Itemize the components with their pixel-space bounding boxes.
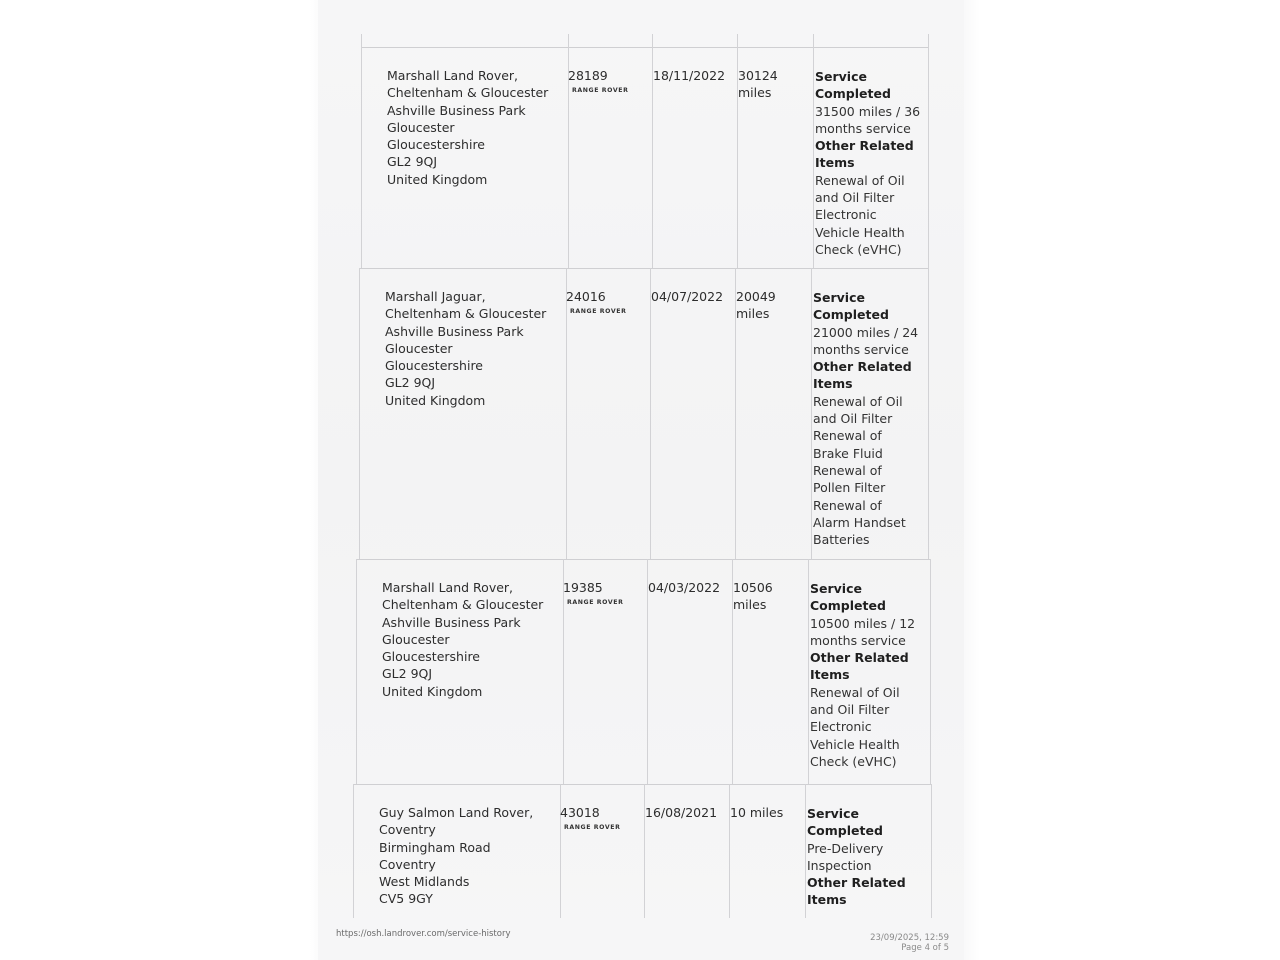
other-items-text: Renewal of Oil — [810, 684, 900, 700]
address-line: Cheltenham & Gloucester — [387, 85, 549, 101]
column-divider — [931, 784, 932, 918]
address-line: GL2 9QJ — [382, 666, 433, 682]
mileage — [738, 67, 808, 102]
address-line: GL2 9QJ — [387, 154, 438, 170]
column-divider — [928, 268, 929, 559]
address-line: Ashville Business Park — [385, 323, 524, 339]
footer-page-number: Page 4 of 5 — [901, 943, 949, 953]
service-text: Inspection — [807, 857, 872, 873]
column-divider — [356, 559, 357, 784]
other-items-heading: Other Related — [810, 650, 909, 666]
column-divider — [930, 559, 931, 784]
other-items-text: Alarm Handset — [813, 514, 906, 530]
range-rover-logo: RANGE ROVER — [572, 87, 629, 94]
mileage-line: miles — [736, 306, 770, 322]
service-text: months service — [815, 120, 911, 136]
address-line: Cheltenham & Gloucester — [382, 597, 544, 613]
address-line: Gloucester — [382, 631, 450, 647]
dealer-address — [379, 804, 559, 908]
service-text: 31500 miles / 36 — [815, 103, 921, 119]
other-items-text: Vehicle Health — [810, 736, 900, 752]
address-line: Ashville Business Park — [387, 102, 526, 118]
other-items-text: Renewal of Oil — [813, 393, 903, 409]
other-items-text: Renewal of Oil — [815, 172, 905, 188]
range-rover-logo: RANGE ROVER — [567, 599, 624, 606]
other-items-heading: Other Related — [815, 138, 914, 154]
other-items-text: Pollen Filter — [813, 480, 886, 496]
other-items-text: Check (eVHC) — [810, 753, 897, 769]
service-date: 04/03/2022 — [648, 580, 721, 595]
service-details — [810, 580, 920, 770]
mileage-line: miles — [733, 597, 767, 613]
column-divider — [361, 34, 362, 268]
address-line: Gloucestershire — [382, 649, 480, 665]
mileage-line: 20049 — [736, 289, 776, 304]
other-items-text: Renewal of — [813, 497, 882, 513]
address-line: Coventry — [379, 822, 436, 838]
mileage-line: miles — [738, 85, 772, 101]
address-line: Coventry — [379, 856, 436, 872]
address-line: United Kingdom — [385, 392, 486, 408]
service-date: 18/11/2022 — [653, 68, 726, 83]
footer-info — [870, 933, 949, 953]
other-items-heading: Items — [815, 155, 855, 171]
column-divider — [353, 784, 354, 918]
address-line: Marshall Land Rover, — [382, 580, 514, 595]
other-items-text: Check (eVHC) — [815, 241, 902, 257]
column-divider — [808, 559, 809, 784]
service-text: Pre-Delivery — [807, 840, 884, 856]
address-line: Gloucester — [385, 340, 453, 356]
address-line: Birmingham Road — [379, 839, 491, 855]
address-line: United Kingdom — [382, 683, 483, 699]
address-line: Guy Salmon Land Rover, — [379, 805, 534, 820]
service-text: 21000 miles / 24 — [813, 324, 919, 340]
address-line: CV5 9GY — [379, 891, 433, 907]
address-line: Marshall Land Rover, — [387, 68, 519, 83]
mileage-line: 10506 — [733, 580, 773, 595]
other-items-text: Vehicle Health — [815, 224, 905, 240]
mileage — [733, 579, 803, 614]
other-items-text: Electronic — [810, 719, 872, 735]
service-details — [815, 68, 925, 258]
range-rover-logo: RANGE ROVER — [570, 308, 627, 315]
other-items-text: Batteries — [813, 532, 870, 548]
service-date: 04/07/2022 — [651, 289, 724, 304]
column-divider — [928, 34, 929, 268]
service-heading: Service — [813, 290, 865, 305]
column-divider — [805, 784, 806, 918]
address-line: United Kingdom — [387, 171, 488, 187]
other-items-text: and Oil Filter — [810, 702, 890, 718]
mileage — [736, 288, 806, 323]
mileage-line: 10 miles — [730, 805, 784, 820]
service-text: months service — [813, 341, 909, 357]
other-items-heading: Items — [810, 667, 850, 683]
retailer-number: 43018 — [560, 805, 600, 820]
other-items-heading: Items — [813, 376, 853, 392]
other-items-heading: Other Related — [807, 875, 906, 891]
service-details — [813, 289, 923, 548]
other-items-heading: Items — [807, 892, 847, 908]
service-text: 10500 miles / 12 — [810, 615, 916, 631]
service-heading: Completed — [810, 598, 886, 614]
retailer-number: 28189 — [568, 68, 608, 83]
footer-url[interactable]: https://osh.landrover.com/service-history — [336, 929, 511, 939]
other-items-text: and Oil Filter — [815, 190, 895, 206]
column-divider — [566, 268, 567, 559]
footer-timestamp: 23/09/2025, 12:59 — [870, 933, 949, 943]
column-divider — [811, 268, 812, 559]
service-heading: Service — [810, 581, 862, 596]
service-details — [807, 805, 917, 909]
address-line: West Midlands — [379, 874, 470, 890]
service-heading: Completed — [813, 307, 889, 323]
other-items-text: and Oil Filter — [813, 411, 893, 427]
address-line: Gloucestershire — [387, 137, 485, 153]
service-heading: Completed — [815, 86, 891, 102]
address-line: Marshall Jaguar, — [385, 289, 486, 304]
dealer-address — [387, 67, 567, 188]
other-items-text: Renewal of — [813, 428, 882, 444]
dealer-address — [382, 579, 562, 700]
address-line: Ashville Business Park — [382, 614, 521, 630]
range-rover-logo: RANGE ROVER — [564, 824, 621, 831]
address-line: Gloucester — [387, 119, 455, 135]
retailer-number: 19385 — [563, 580, 603, 595]
retailer-number: 24016 — [566, 289, 606, 304]
column-divider — [813, 34, 814, 268]
address-line: Cheltenham & Gloucester — [385, 306, 547, 322]
other-items-text: Electronic — [815, 207, 877, 223]
service-heading: Service — [815, 69, 867, 84]
service-date: 16/08/2021 — [645, 805, 718, 820]
other-items-text: Brake Fluid — [813, 445, 883, 461]
mileage-line: 30124 — [738, 68, 778, 83]
dealer-address — [385, 288, 565, 409]
mileage — [730, 804, 800, 821]
address-line: Gloucestershire — [385, 358, 483, 374]
other-items-heading: Other Related — [813, 359, 912, 375]
column-divider — [359, 268, 360, 559]
other-items-text: Renewal of — [813, 462, 882, 478]
service-text: months service — [810, 632, 906, 648]
service-heading: Completed — [807, 823, 883, 839]
service-heading: Service — [807, 806, 859, 821]
column-divider — [650, 268, 651, 559]
address-line: GL2 9QJ — [385, 375, 436, 391]
